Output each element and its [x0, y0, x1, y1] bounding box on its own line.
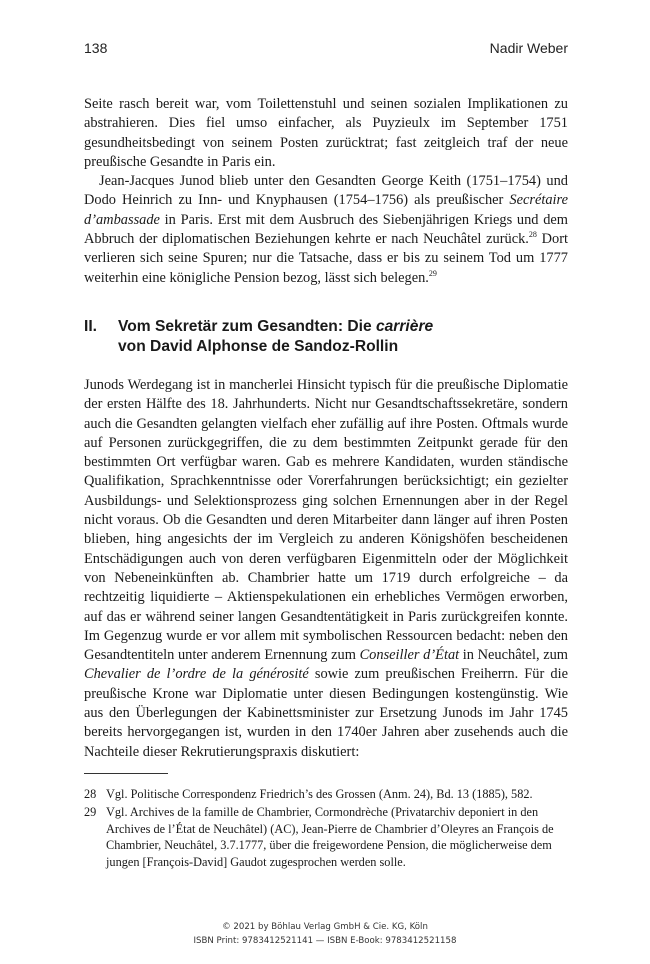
main-text-block	[84, 376, 568, 762]
text-run: Jean-Jacques Junod blieb unter den Gesandten George Keith (1751–1754) und Dodo Heinrich zu Inn- und Knyphausen (1754–1756) als preußischer	[84, 173, 568, 209]
italic-term: Conseiller d’État	[359, 647, 460, 664]
footnote-number: 29	[84, 805, 97, 820]
section-title	[118, 317, 568, 357]
text-run: Dort verlieren sich seine Spuren; nur die Tatsache, dass er bis zu seinem Tod um 1777 weiterhin eine königliche Pension bezog, lässt sich belegen.	[84, 231, 569, 286]
text-run: in Paris. Erst mit dem Ausbruch des Siebenjährigen Kriegs und dem Abbruch der diplomatischen Beziehungen kehrte er nach Neuchâtel zurück.	[84, 211, 568, 248]
footnote-28	[84, 786, 568, 802]
text-run: sowie zum preußischen Freiherrn. Für die preußische Krone war Diplomatie unter diesen Bedingungen kostengünstig. Wie aus den Überlegungen der Kabinettsminister zur Ersetzung Junods im Jahr 1745 bereits hervorgegangen ist, wurden in den 1740er Jahren aber zusehends auch die Nachteile dieser Rekrutierungspraxis diskutiert:	[84, 666, 568, 760]
page-number: 138	[84, 40, 108, 56]
section-number: II.	[84, 318, 97, 335]
paragraph-continued: Seite rasch bereit war, vom Toilettenstuhl und seinen sozialen Implikationen zu abstrahieren. Dies fiel umso einfacher, als Puyzieulx im September 1751 gesundheitsbedingt von seinem Posten zurücktrat; fast zeitgleich traf der neue preußische Gesandte in Paris ein.	[84, 96, 568, 170]
footnote-divider	[84, 773, 168, 774]
isbn-line: ISBN Print: 9783412521141 — ISBN E-Book: 9783412521158	[193, 936, 457, 946]
paragraph-main	[84, 376, 568, 762]
italic-term: Secrétaire d’ambassade	[84, 192, 568, 228]
footnote-text: Vgl. Politische Correspondenz Friedrich’s des Grossen (Anm. 24), Bd. 13 (1885), 582.	[106, 787, 533, 801]
footnote-ref-28[interactable]: 28	[528, 230, 537, 240]
footnote-ref-29[interactable]: 29	[428, 268, 437, 278]
italic-term: Chevalier de l’ordre de la générosité	[84, 666, 309, 683]
footnote-text: Vgl. Archives de la famille de Chambrier, Cormondrèche (Privatarchiv deponiert in den Archives de l’État de Neuchâtel) (AC), Jean-Pierre de Chambrier d’Oleyres an François de Chambrier, Neuchâtel, 3.7.1777, über die freigewordene Pension, die möglicherweise dem jungen [François-David] Gaudot zugesprochen werden solle.	[106, 805, 554, 869]
top-text-block	[84, 95, 568, 288]
footnote-number: 28	[84, 787, 97, 801]
running-head-author: Nadir Weber	[489, 40, 568, 56]
section-title-part1: Vom Sekretär zum Gesandten: Die	[118, 318, 376, 335]
copyright-line: © 2021 by Böhlau Verlag GmbH & Cie. KG, Köln	[222, 922, 428, 932]
footnotes	[84, 786, 568, 870]
text-run: Junods Werdegang ist in mancherlei Hinsicht typisch für die preußische Diplomatie der ersten Hälfte des 18. Jahrhunderts. Nicht nur Gesandtschaftssekretäre, sondern auch die Gesandten gelangten vielfach eher zufällig auf ihre Posten. Oftmals wurde auf Personen zurückgegriffen, die zu dem bestimmten Zeitpunkt gerade für den bestimmten Ort verfügbar waren. Gab es mehrere Kandidaten, wurden ständische Qualifikation, Sprachkenntnisse oder Vorerfahrungen berücksichtigt; ein gezielter Ausbildungs- und Selektionsprozess ging solchen Ernennungen aber in der Regel nicht voraus. Ob die Gesandten und deren Mitarbeiter dann länger auf ihren Posten blieben, hing angesichts der im Vergleich zu anderen Königshöfen bescheidenen Entschädigungen auch von deren verfügbaren Eigenmitteln oder der Möglichkeit von Nebeneinkünften ab. Chambrier hatte um 1719 durch erfolgreiche – da rechtzeitig liquidierte – Aktienspekulationen ein erhebliches Vermögen erworben, auf das er während seiner langen Gesandtentätigkeit in Paris zurückgreifen konnte. Im Gegenzug wurde er vor allem mit symbolischen Ressourcen bedacht: neben den Gesandtentiteln unter anderem Ernennung zum	[84, 377, 568, 664]
paragraph-junod	[84, 172, 568, 288]
text-run: in Neuchâtel, zum	[459, 647, 568, 664]
footnote-29	[84, 804, 568, 870]
section-title-italic: carrière	[375, 318, 434, 335]
section-title-part2: von David Alphonse de Sandoz-Rollin	[118, 338, 399, 355]
